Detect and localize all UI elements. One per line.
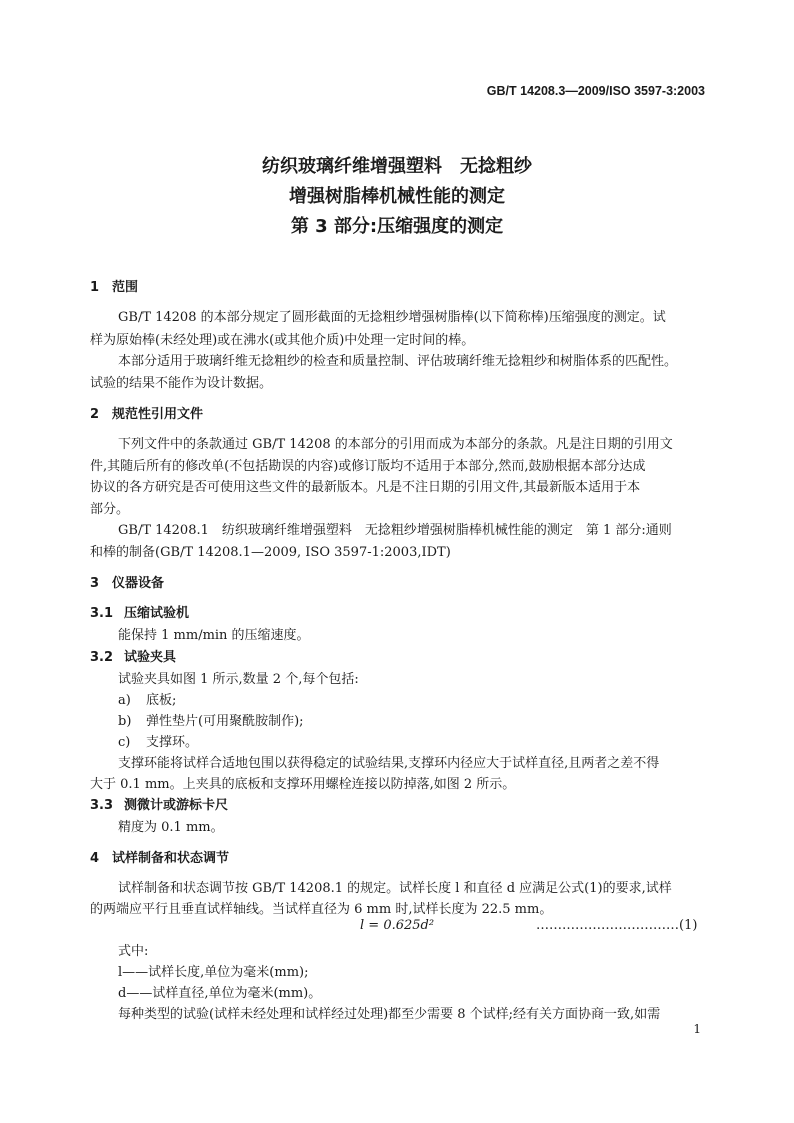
section-number: 1: [90, 280, 100, 295]
paragraph: 能保持 1 mm/min 的压缩速度。: [118, 628, 310, 643]
section-number: 4: [90, 851, 100, 866]
section-2-heading: [90, 403, 203, 422]
document-title-line2: 增强树脂棒机械性能的测定: [289, 186, 505, 207]
subsection-number: 3.2: [90, 650, 114, 665]
subsection-number: 3.3: [90, 798, 114, 813]
paragraph: 试样制备和状态调节按 GB/T 14208.1 的规定。试样长度 l 和直径 d 应满足公式(1)的要求,试样: [118, 881, 672, 896]
paragraph: 支撑环能将试样合适地包围以获得稳定的试验结果,支撑环内径应大于试样直径,且两者之差不得: [118, 756, 660, 771]
paragraph: 件,其随后所有的修改单(不包括勘误的内容)或修订版均不适用于本部分,然而,鼓励根据本部分达成: [90, 459, 646, 474]
subsection-title: 试验夹具: [124, 650, 177, 665]
paragraph: 部分。: [90, 502, 130, 517]
subsection-3-2-heading: [90, 646, 176, 665]
list-item-label: a): [118, 693, 131, 708]
paragraph: 每种类型的试验(试样未经处理和试样经过处理)都至少需要 8 个试样;经有关方面协商一致,如需: [118, 1007, 661, 1022]
list-item-label: b): [118, 714, 132, 729]
document-title-line3: 第 3 部分:压缩强度的测定: [290, 216, 504, 237]
list-item: [118, 689, 176, 708]
subsection-3-1-heading: [90, 602, 189, 621]
section-title: 试样制备和状态调节: [112, 851, 230, 866]
subsection-number: 3.1: [90, 606, 114, 621]
section-4-heading: [90, 847, 229, 866]
reference-entry: 和棒的制备(GB/T 14208.1—2009, ISO 3597-1:2003,IDT): [90, 545, 451, 560]
paragraph: 样为原始棒(未经处理)或在沸水(或其他介质)中处理一定时间的棒。: [90, 333, 475, 348]
paragraph: 本部分适用于玻璃纤维无捻粗纱的检查和质量控制、评估玻璃纤维无捻粗纱和树脂体系的匹配性。: [118, 354, 678, 369]
formula: l = 0.625d²: [360, 918, 435, 933]
paragraph: 试验的结果不能作为设计数据。: [90, 376, 273, 391]
subsection-title: 测微计或游标卡尺: [124, 798, 229, 813]
list-item: [118, 710, 304, 729]
subsection-3-3-heading: [90, 794, 228, 813]
paragraph: 的两端应平行且垂直试样轴线。当试样直径为 6 mm 时,试样长度为 22.5 mm。: [90, 902, 553, 917]
list-item-text: 支撑环。: [146, 735, 199, 750]
section-number: 2: [90, 407, 100, 422]
formula-number: ……………………………(1): [536, 918, 698, 933]
section-title: 范围: [112, 280, 139, 295]
symbol-definition: d——试样直径,单位为毫米(mm)。: [118, 986, 322, 1001]
paragraph: 精度为 0.1 mm。: [118, 820, 224, 835]
list-item-label: c): [118, 735, 131, 750]
paragraph: 大于 0.1 mm。上夹具的底板和支撑环用螺栓连接以防掉落,如图 2 所示。: [90, 777, 516, 792]
list-item-text: 弹性垫片(可用聚酰胺制作);: [146, 714, 304, 729]
section-number: 3: [90, 576, 100, 591]
section-title: 仪器设备: [112, 576, 165, 591]
subsection-title: 压缩试验机: [124, 606, 190, 621]
symbol-definition: l——试样长度,单位为毫米(mm);: [118, 965, 309, 980]
page-number: 1: [693, 1022, 701, 1036]
section-3-heading: [90, 572, 164, 591]
document-title-line1: 纺织玻璃纤维增强塑料 无捻粗纱: [262, 156, 532, 177]
section-title: 规范性引用文件: [112, 407, 204, 422]
section-1-heading: [90, 276, 138, 295]
paragraph: 试验夹具如图 1 所示,数量 2 个,每个包括:: [118, 672, 359, 687]
list-item: [118, 731, 198, 750]
paragraph: GB/T 14208 的本部分规定了圆形截面的无捻粗纱增强树脂棒(以下简称棒)压缩强度的测定。试: [118, 310, 666, 325]
paragraph: 协议的各方研究是否可使用这些文件的最新版本。凡是不注日期的引用文件,其最新版本适用于本: [90, 480, 641, 495]
list-item-text: 底板;: [146, 693, 177, 708]
paragraph: 式中:: [118, 944, 149, 959]
reference-entry: GB/T 14208.1 纺织玻璃纤维增强塑料 无捻粗纱增强树脂棒机械性能的测定 第 1 部分:通则: [118, 523, 672, 538]
standard-code: GB/T 14208.3—2009/ISO 3597-3:2003: [486, 84, 705, 98]
paragraph: 下列文件中的条款通过 GB/T 14208 的本部分的引用而成为本部分的条款。凡是注日期的引用文: [118, 437, 673, 452]
